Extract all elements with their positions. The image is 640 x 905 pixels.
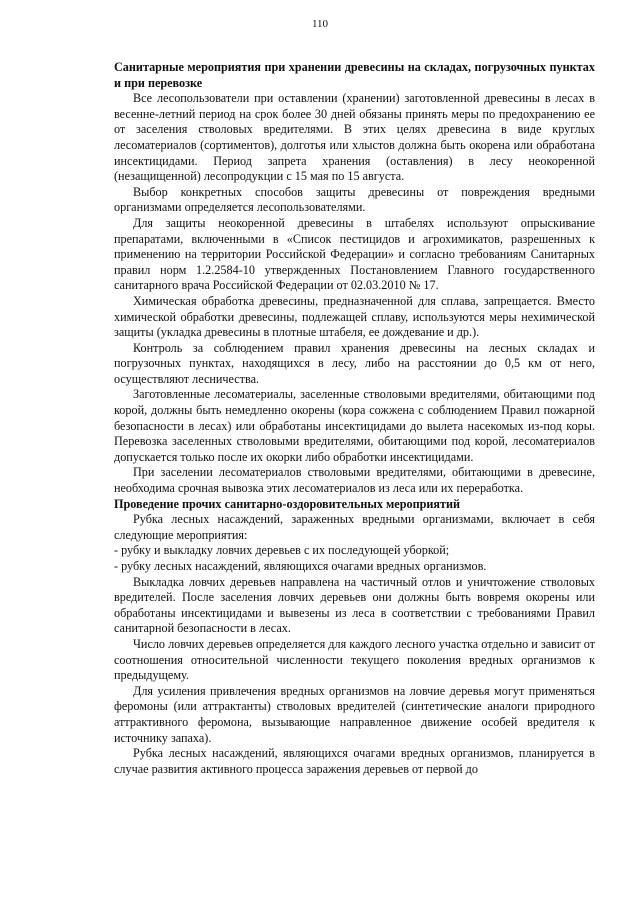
- paragraph: При заселении лесоматериалов стволовыми вредителями, обитающими в древесине, необходима срочная вывозка этих лесоматериалов из леса или их переработка.: [114, 465, 595, 496]
- section-heading-storage: Санитарные мероприятия при хранении древесины на складах, погрузочных пунктах и при перевозке: [114, 60, 595, 90]
- paragraph: Для защиты неокоренной древесины в штабелях используют опрыскивание препаратами, включенными в «Список пестицидов и агрохимикатов, разрешенных к применению на территории Российской Федерации» и согласно требованиям Санитарных правил норм 1.2.2584-10 утвержденных Постановлением Главного государственного санитарного врача Российской Федерации от 02.03.2010 № 17.: [114, 215, 595, 293]
- list-item: - рубку и выкладку ловчих деревьев с их последующей уборкой;: [114, 543, 450, 558]
- list-item: - рубку лесных насаждений, являющихся очагами вредных организмов.: [114, 559, 487, 573]
- paragraph: Для усиления привлечения вредных организмов на ловчие деревья могут применяться феромоны (или аттрактанты) стволовых вредителей (синтетические аналоги природного аттрактивного феромона, вызывающие направленное движение особей вредителя к источнику запаха).: [114, 683, 595, 745]
- paragraph: Заготовленные лесоматериалы, заселенные стволовыми вредителями, обитающими под корой, должны быть немедленно окорены (кора сожжена с соблюдением Правил пожарной безопасности в лесах) или обработаны инсектицидами до вылета насекомых из-под коры. Перевозка заселенных стволовыми вредителями, обитающими под корой, лесоматериалов допускается только после их окорки либо обработки инсектицидами.: [114, 387, 595, 464]
- paragraph: Контроль за соблюдением правил хранения древесины на лесных складах и погрузочных пунктах, находящихся в лесу, либо на расстоянии до 0,5 км от него, осуществляют лесничества.: [114, 340, 595, 386]
- page-number: 110: [311, 18, 329, 30]
- paragraph: Химическая обработка древесины, предназначенной для сплава, запрещается. Вместо химической обработки древесины, подлежащей сплаву, используются меры нехимической защиты (укладка древесины в плотные штабеля, ее дождевание и др.).: [114, 293, 595, 340]
- paragraph: Рубка лесных насаждений, являющихся очагами вредных организмов, планируется в случае развития активного процесса заражения деревьев от первой до: [114, 746, 595, 776]
- paragraph: Все лесопользователи при оставлении (хранении) заготовленной древесины в лесах в весенне-летний период на срок более 30 дней обязаны принять меры по предохранению ее от заселения стволовых вредителями. В этих целях древесина в виде круглых лесоматериалов (сортиментов), долготья или хлыстов должна быть окорена или обработана инсектицидами. Период запрета хранения (оставления) в лесу неокоренной (незащищенной) лесопродукции с 15 мая по 15 августа.: [114, 91, 595, 184]
- paragraph: Выбор конкретных способов защиты древесины от повреждения вредными организмами определяется лесопользователями.: [114, 184, 595, 215]
- paragraph: Выкладка ловчих деревьев направлена на частичный отлов и уничтожение стволовых вредителей. После заселения ловчих деревьев они должны быть вовремя окорены или обработаны инсектицидами и вывезены из леса в соответствии с требованиями Правил санитарной безопасности в лесах.: [114, 574, 595, 636]
- section-heading-other-measures: Проведение прочих санитарно-оздоровительных мероприятий: [114, 496, 461, 511]
- page-content: [114, 60, 595, 777]
- paragraph: Число ловчих деревьев определяется для каждого лесного участка отдельно и зависит от соотношения относительной численности текущего поколения вредных организмов к предыдущему.: [114, 636, 595, 683]
- paragraph: Рубка лесных насаждений, зараженных вредными организмами, включает в себя следующие мероприятия:: [114, 512, 595, 542]
